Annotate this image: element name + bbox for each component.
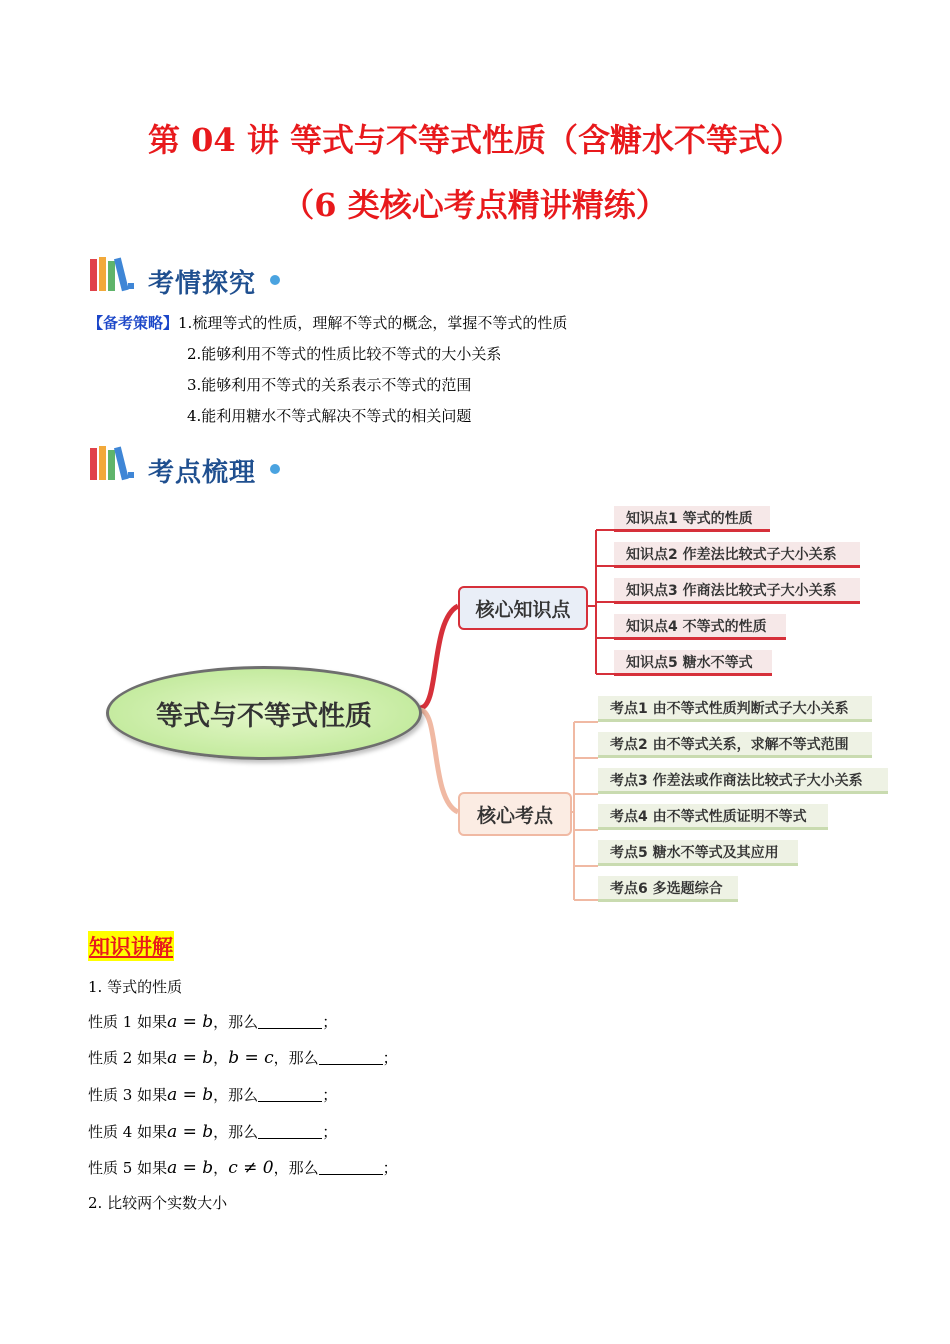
line-end: ； xyxy=(382,1049,398,1067)
answer-blank[interactable] xyxy=(258,1087,322,1102)
property-then: ，那么 xyxy=(213,1086,259,1104)
property-condition: a = b xyxy=(167,1122,214,1142)
strategy-item: 3.能够利用不等式的关系表示不等式的范围 xyxy=(187,376,472,394)
property-condition-2: c ≠ 0 xyxy=(228,1158,274,1178)
section-title: 考情探究 xyxy=(148,269,257,299)
property-then: ，那么 xyxy=(213,1013,259,1031)
mind-map-root: 等式与不等式性质 xyxy=(106,666,422,760)
branch-core-exam: 核心考点 xyxy=(458,792,572,836)
property-condition-2: b = c xyxy=(228,1048,274,1068)
property-label: 性质 3 如果 xyxy=(88,1086,168,1104)
section-header-exam-analysis xyxy=(88,255,288,305)
section-header-topic-review xyxy=(88,444,288,494)
next-topic: 2. 比较两个实数大小 xyxy=(88,1194,228,1212)
property-line xyxy=(88,1011,337,1032)
exam-point: 考点3 作差法或作商法比较式子大小关系 xyxy=(598,768,888,794)
bullet-dot-icon xyxy=(270,464,280,474)
knowledge-point: 知识点1 等式的性质 xyxy=(614,506,770,532)
property-then: ，那么 xyxy=(273,1049,319,1067)
strategy-item: 4.能利用糖水不等式解决不等式的相关问题 xyxy=(187,407,472,425)
line-end: ； xyxy=(322,1123,338,1141)
property-label: 性质 4 如果 xyxy=(88,1123,168,1141)
strategy-item: 1.梳理等式的性质，理解不等式的概念，掌握不等式的性质 xyxy=(178,314,568,332)
knowledge-point: 知识点4 不等式的性质 xyxy=(614,614,786,640)
answer-blank[interactable] xyxy=(319,1160,383,1175)
knowledge-point: 知识点3 作商法比较式子大小关系 xyxy=(614,578,860,604)
property-then: ，那么 xyxy=(273,1159,319,1177)
answer-blank[interactable] xyxy=(319,1050,383,1065)
strategy-tag: 【备考策略】 xyxy=(88,314,179,332)
property-line: 性质 2 如果a = b，b = c，那么 ； xyxy=(88,1048,398,1068)
property-label: 性质 5 如果 xyxy=(88,1159,168,1177)
property-label: 性质 1 如果 xyxy=(88,1013,168,1031)
strategy-block xyxy=(88,308,567,432)
property-condition: a = b xyxy=(167,1048,214,1068)
answer-blank[interactable] xyxy=(258,1014,322,1029)
property-line: 性质 5 如果a = b，c ≠ 0，那么 ； xyxy=(88,1158,398,1178)
branch-core-knowledge: 核心知识点 xyxy=(458,586,588,630)
exam-point: 考点4 由不等式性质证明不等式 xyxy=(598,804,828,830)
strategy-line xyxy=(88,308,567,339)
line-end: ； xyxy=(322,1013,338,1031)
knowledge-point: 知识点5 糖水不等式 xyxy=(614,650,772,676)
property-condition: a = b xyxy=(167,1012,214,1032)
exam-point: 考点6 多选题综合 xyxy=(598,876,738,902)
bullet-dot-icon xyxy=(270,275,280,285)
section-title: 考点梳理 xyxy=(148,458,257,488)
strategy-item: 2.能够利用不等式的性质比较不等式的大小关系 xyxy=(187,345,502,363)
books-icon xyxy=(88,444,144,484)
property-line xyxy=(88,1121,337,1142)
mind-map xyxy=(0,490,950,920)
page-subtitle: （6 类核心考点精讲精练） xyxy=(282,186,668,224)
property-label: 性质 2 如果 xyxy=(88,1049,168,1067)
books-icon xyxy=(88,255,144,295)
property-then: ，那么 xyxy=(213,1123,259,1141)
exam-point: 考点5 糖水不等式及其应用 xyxy=(598,840,798,866)
answer-blank[interactable] xyxy=(258,1124,322,1139)
knowledge-point: 知识点2 作差法比较式子大小关系 xyxy=(614,542,860,568)
lecture-heading: 知识讲解 xyxy=(88,931,174,961)
property-condition: a = b xyxy=(167,1085,214,1105)
property-condition: a = b xyxy=(167,1158,214,1178)
exam-point: 考点2 由不等式关系，求解不等式范围 xyxy=(598,732,872,758)
lecture-intro: 1. 等式的性质 xyxy=(88,978,183,996)
page-title: 第 04 讲 等式与不等式性质（含糖水不等式） xyxy=(148,121,802,159)
exam-point: 考点1 由不等式性质判断式子大小关系 xyxy=(598,696,872,722)
line-end: ； xyxy=(382,1159,398,1177)
line-end: ； xyxy=(322,1086,338,1104)
property-line xyxy=(88,1084,337,1105)
